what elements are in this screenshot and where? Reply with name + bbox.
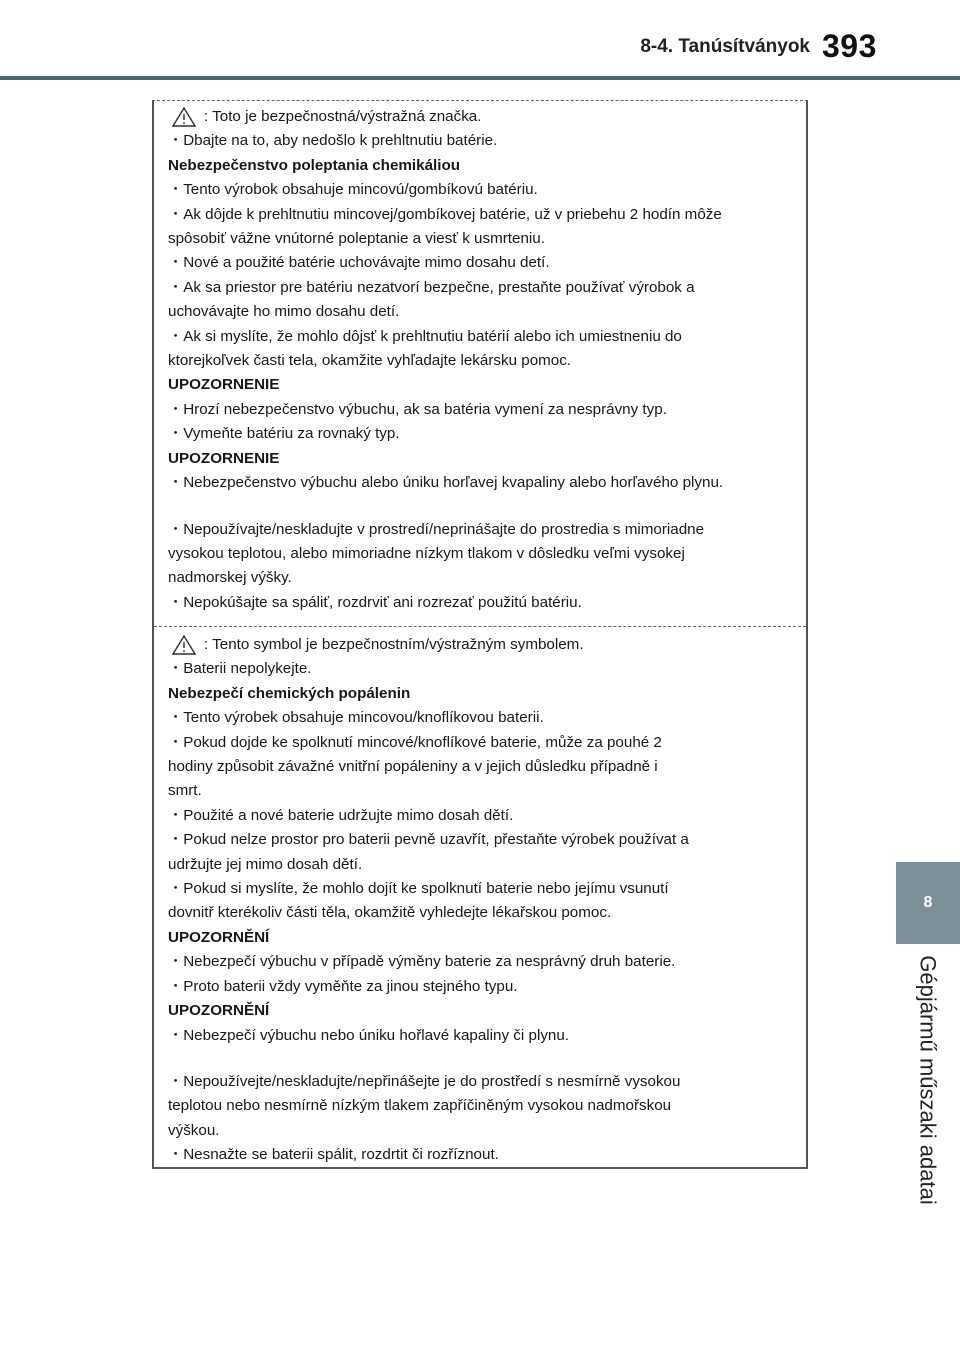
text-line: ・Ak sa priestor pre batériu nezatvorí bezpečne, prestaňte používať výrobok a	[168, 278, 695, 296]
text-line: uchovávajte ho mimo dosahu detí.	[168, 303, 400, 321]
text-line: teplotou nebo nesmírně nízkým tlakem zapříčiněným vysokou nadmořskou	[168, 1097, 672, 1115]
text-line: ・Ak dôjde k prehltnutiu mincovej/gombíkovej batérie, už v priebehu 2 hodín môže	[168, 205, 722, 223]
text-line: ・Hrozí nebezpečenstvo výbuchu, ak sa batéria vymení za nesprávny typ.	[168, 400, 667, 418]
slovak-lines	[168, 129, 796, 615]
text-line: vysokou teplotou, alebo mimoriadne nízkym tlakom v dôsledku veľmi vysokej	[168, 544, 685, 562]
text-line: ・Použité a nové baterie udržujte mimo dosah dětí.	[168, 806, 514, 824]
text-line: ・Nepokúšajte sa spáliť, rozdrviť ani rozrezať použitú batériu.	[168, 593, 582, 611]
text-line: ・Baterii nepolykejte.	[168, 660, 312, 678]
text-line: ・Proto baterii vždy vyměňte za jinou stejného typu.	[168, 977, 518, 995]
text-line: ・Nebezpečí výbuchu v případě výměny baterie za nesprávný druh baterie.	[168, 953, 676, 971]
text-line: nadmorskej výšky.	[168, 569, 292, 587]
text-line: ・Nepoužívajte/neskladujte v prostredí/neprinášajte do prostredia s mimoriadne	[168, 520, 705, 538]
text-line: ・Nesnažte se baterii spálit, rozdrtit či rozříznout.	[168, 1146, 499, 1164]
section-heading: Nebezpečenstvo poleptania chemikáliou	[168, 156, 461, 174]
text-line: ・Tento výrobok obsahuje mincovú/gombíkovú batériu.	[168, 181, 538, 199]
section-heading: Nebezpečí chemických popálenin	[168, 684, 411, 702]
warning-triangle-icon	[172, 635, 196, 655]
header-rule	[0, 76, 960, 80]
section-title: 8-4. Tanúsítványok	[640, 36, 810, 57]
czech-section	[154, 626, 806, 1168]
text-line: ・Vymeňte batériu za rovnaký typ.	[168, 425, 400, 443]
scanned-warning-box	[152, 100, 808, 1169]
text-line: ktorejkoľvek časti tela, okamžite vyhľadajte lekársku pomoc.	[168, 352, 572, 370]
slovak-section	[154, 101, 806, 626]
text-line: spôsobiť vážne vnútorné poleptanie a viesť k usmrteniu.	[168, 230, 545, 248]
text-line: smrt.	[168, 782, 202, 800]
slovak-symbol-text: : Toto je bezpečnostná/výstražná značka.	[204, 108, 482, 125]
slovak-symbol-line	[168, 105, 796, 129]
chapter-side-label	[896, 950, 960, 1210]
text-line: ・Nebezpečí výbuchu nebo úniku hořlavé kapaliny či plynu.	[168, 1026, 570, 1044]
czech-symbol-line	[168, 633, 796, 657]
czech-lines	[168, 657, 796, 1167]
section-heading: UPOZORNENIE	[168, 376, 280, 394]
chapter-tab	[896, 862, 960, 944]
text-line: ・Nové a použité batérie uchovávajte mimo dosahu detí.	[168, 254, 550, 272]
text-line: ・Nepoužívejte/neskladujte/nepřinášejte je do prostředí s nesmírně vysokou	[168, 1072, 681, 1090]
text-line: ・Dbajte na to, aby nedošlo k prehltnutiu batérie.	[168, 132, 498, 150]
text-line: udržujte jej mimo dosah dětí.	[168, 855, 363, 873]
text-line: ・Pokud nelze prostor pro baterii pevně uzavřít, přestaňte výrobek používat a	[168, 831, 689, 849]
text-line: ・Pokud dojde ke spolknutí mincové/knoflíkové baterie, může za pouhé 2	[168, 733, 662, 751]
chapter-number: 8	[923, 894, 933, 911]
page-number: 393	[822, 28, 877, 64]
text-line: dovnitř kterékoliv části těla, okamžitě vyhledejte lékařskou pomoc.	[168, 904, 612, 922]
czech-symbol-text: : Tento symbol je bezpečnostním/výstražným symbolem.	[204, 636, 584, 653]
section-heading: UPOZORNĚNÍ	[168, 1002, 270, 1020]
text-line: ・Nebezpečenstvo výbuchu alebo úniku horľavej kvapaliny alebo horľavého plynu.	[168, 474, 724, 492]
section-heading: UPOZORNĚNÍ	[168, 928, 270, 946]
text-line: výškou.	[168, 1121, 220, 1139]
text-line: ・Pokud si myslíte, že mohlo dojít ke spolknutí baterie nebo jejímu vsunutí	[168, 880, 669, 898]
warning-triangle-icon	[172, 107, 196, 127]
section-heading: UPOZORNENIE	[168, 449, 280, 467]
text-line: ・Ak si myslíte, že mohlo dôjsť k prehltnutiu batérií alebo ich umiestneniu do	[168, 327, 682, 345]
text-line: hodiny způsobit závažné vnitřní popáleniny a v jejich důsledku případně i	[168, 758, 658, 776]
text-line: ・Tento výrobek obsahuje mincovou/knoflíkovou baterii.	[168, 709, 544, 727]
chapter-title: Gépjármű műszaki adatai	[916, 955, 942, 1205]
